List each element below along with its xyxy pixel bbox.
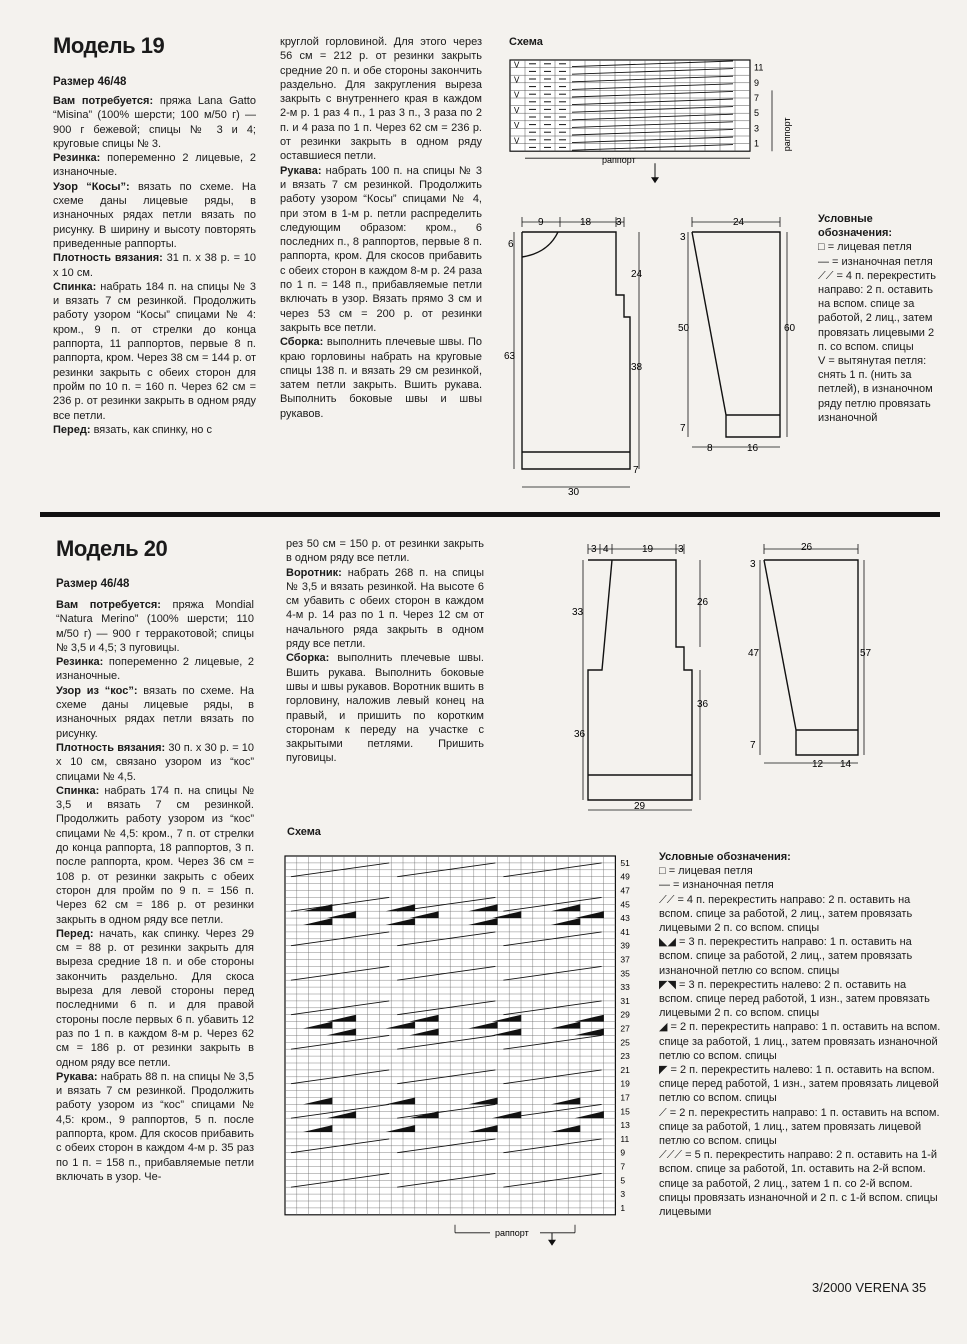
model20-sleeve-diagram [740,535,880,775]
m19-dim-e: 24 [631,269,643,280]
model20-legend [659,850,941,1219]
row-number: 1 [754,138,760,149]
m20-dim-g: 36 [697,699,709,710]
slip-stitch-mark: V [514,90,520,100]
row-number: 31 [620,995,630,1006]
row-number: 21 [620,1064,630,1075]
model19-legend [818,212,936,425]
model20-title: Модель 20 [56,536,168,561]
paragraph-text: круглой горловиной. Для этого через 56 см = 212 р. от резинки закрыть средние 20 п. и обе стороны закончить раздельно. Для закругления выреза закрыть с внутреннего края в каждом 2-м р. 1 раз 4 п., 1 раз 3 п., 3 раза по 2 п. и 4 раза по 1 п. Через 62 см = 236 р. от резинки закрыть в одном ряду оставшиеся петли. [280,36,482,163]
m19-sleeve-b: 60 [784,323,796,334]
legend-item: □ = лицевая петля [659,865,753,878]
row-number: 7 [754,93,760,103]
row-number: 19 [620,1078,630,1089]
m20-sleeve-c: 7 [750,740,756,751]
paragraph-text: попеременно 2 лицевые, 2 изнаночные. [53,152,256,179]
row-number: 41 [620,926,630,937]
row-number: 1 [620,1202,626,1213]
paragraph-text: 30 п. х 30 р. = 10 х 10 см, связано узором из “кос” спицами № 4,5. [56,741,254,783]
paragraph-heading: Вам потребуется: [56,599,161,611]
m20-dim-e: 33 [572,607,584,618]
row-number: 3 [754,123,760,134]
m20-dim-f: 26 [697,597,709,608]
row-number: 27 [620,1023,630,1034]
paragraph-text: вязать, как спинку, но с [90,423,212,436]
row-number: 13 [620,1120,630,1131]
paragraph-heading: Резинка: [56,656,104,669]
m20-dim-a: 3 [591,544,597,555]
row-number: 23 [620,1051,630,1062]
paragraph-text: выполнить плечевые швы. Вшить рукава. Выполнить боковые швы и швы рукавов. Воротник вшить в горловину, наложив левый конец на правый, и пришить по коротким сторонам к переду на участке с закрытыми петлями. Пришить пуговицы. [286,652,484,765]
m20-legend-title: Условные обозначения: [659,851,791,863]
paragraph-heading: Узор из “кос”: [56,684,138,697]
model19-column-2 [280,35,482,421]
m19-dim-c: 3 [616,217,622,228]
paragraph-heading: Сборка: [280,336,324,349]
m19-sleeve-c: 7 [680,423,686,434]
paragraph [53,423,256,437]
model19-sleeve-diagram [670,207,800,462]
paragraph-heading: Узор “Косы”: [53,180,130,193]
row-number: 37 [620,954,630,965]
paragraph-heading: Плотность вязания: [56,741,166,754]
row-number: 33 [620,982,630,993]
legend-item: — = изнаночная петля [659,879,774,892]
paragraph-heading: Плотность вязания: [53,252,163,265]
legend-item: V = вытянутая петля: снять 1 п. (нить за петлей), в изнаночном ряду петлю провязать изнаночной [818,355,933,424]
m19-dim-d: 6 [508,239,514,250]
paragraph-heading: Рукава: [280,164,322,177]
m19-sleeve-d: 8 [707,443,713,454]
row-number: 45 [620,899,630,910]
row-number: 11 [754,62,764,73]
model20-scheme-chart [283,852,643,1264]
paragraph-text: выполнить плечевые швы. По краю горловины набрать на круговые спицы 138 п. и вязать 29 см резинкой, затем петли закрыть. Вшить рукава. Выполнить боковые швы и швы рукавов. [280,336,482,420]
m19-sleeve-a: 50 [678,323,690,334]
m19-dim-g: 38 [631,362,643,373]
m20-sleeve-b: 57 [860,648,872,659]
m20-sleeve-a: 47 [748,648,760,659]
paragraph-text: попеременно 2 лицевые, 2 изнаночные. [56,656,254,683]
paragraph [53,151,256,180]
row-number: 11 [620,1133,630,1144]
paragraph-text: набрать 268 п. на спицы № 3,5 и вязать резинкой. На высоте 6 см убавить с обеих сторон в каждом 4-м р. 14 раз по 1 п. Через 12 см от начального ряда закрыть в одном ряду все петли. [286,566,484,651]
paragraph-heading: Перед: [56,927,94,940]
rapport-label-vertical: раппорт [782,117,792,152]
row-number: 25 [620,1037,630,1048]
paragraph [286,566,484,652]
paragraph [280,35,482,164]
paragraph-text: набрать 100 п. на спицы № 3 и вязать 7 см резинкой. Продолжить работу узором “Косы” спицами № 4, при этом в 1-м р. петли распределить следующим образом: кром., 6 последних п., 8 раппортов, первые 8 п. раппорта, кром. Для скосов прибавить с обеих сторон в каждом 8-м р. 24 раза по 1 п. = 148 п., прибавляемые петли включать в узор. Вязать прямо 3 см и через 53 см = 200 р. от резинки закрыть все петли. [280,164,482,334]
m19-dim-b: 18 [580,217,592,228]
m20-dim-c: 19 [642,544,654,555]
model20-column-2 [286,537,484,766]
paragraph-heading: Резинка: [53,152,101,165]
row-number: 39 [620,940,630,951]
paragraph [56,927,254,1070]
m20-sleeve-e: 14 [840,759,852,770]
model19-column-1 [53,94,256,437]
paragraph [53,251,256,280]
legend-item: ⟋⟋ = 4 п. перекрестить направо: 2 п. оставить на вспом. спице за работой, 2 лиц., затем провязать лицевыми 2 п. со вспом. спицы [659,893,913,935]
row-number: 17 [620,1092,630,1103]
m20-dim-b: 4 [603,544,609,555]
rapport-label: раппорт [602,155,636,166]
paragraph [56,598,254,655]
paragraph [56,784,254,927]
m19-legend-title: Условные обозначения: [818,213,893,240]
section-divider [40,512,940,517]
legend-item: ⟋⟋⟋ = 5 п. перекрестить направо: 2 п. оставить на 1-й вспом. спице за работой, 1п. оставить на 2-й вспом. спице за работой, 2 лиц., затем 1 п. со 2-й вспом. спицы провязать изнаночной и 2 п. с 1-й вспом. спицы лицевыми [659,1149,938,1219]
paragraph-text: набрать 184 п. на спицы № 3 и вязать 7 см резинкой. Продолжить работу узором “Косы” спицами № 4: кром., 9 п. от стрелки до конца раппорта, 11 раппортов, первые 8 п. раппорта, кром. Через 38 см = 144 р. от резинки закрыть с обеих сторон для пройм по 10 п. = 160 п. Через 62 см = 236 р. от резинки закрыть в одном ряду все петли. [53,280,256,422]
slip-stitch-mark: V [514,136,520,146]
row-number: 47 [620,885,630,896]
paragraph-text: пряжа Lana Gatto “Misina” (100% шерсти; 100 м/50 г) — 900 г бежевой; спицы № 3 и 4; круговые спицы № 3. [53,95,256,150]
arrow-head-icon [651,177,659,183]
m19-sleeve-top: 24 [733,217,745,228]
row-number: 43 [620,913,630,924]
slip-stitch-mark: V [514,75,520,85]
paragraph [286,537,484,566]
legend-item: ◤ = 2 п. перекрестить налево: 1 п. оставить на вспом. спице перед работой, 1 изн., затем провязать лицевой петлю со вспом. спицы [659,1064,939,1105]
model20-column-1 [56,598,254,1184]
row-number: 5 [754,108,760,119]
row-number: 7 [620,1161,626,1172]
slip-stitch-mark: V [514,60,520,70]
m20-sleeve-top: 26 [801,542,813,553]
row-number: 9 [754,77,760,88]
paragraph [53,94,256,151]
row-number: 51 [620,857,630,868]
model20-scheme-label: Схема [287,826,321,838]
slip-stitch-mark: V [514,105,520,115]
paragraph-heading: Спинка: [56,784,100,797]
rapport-label: раппорт [495,1227,529,1238]
paragraph [56,684,254,741]
model19-title: Модель 19 [53,33,165,58]
m20-sleeve-l: 3 [750,559,756,570]
arrow-head-icon [548,1240,556,1246]
paragraph-text: вязать по схеме. На схеме даны лицевые ряды, в изнаночных рядах петли вязать по рисунку. В ширину и высоту повторять приведенные раппорты. [53,180,256,250]
page-footer: 3/2000 VERENA 35 [812,1280,927,1295]
model19-scheme-chart [505,56,805,191]
legend-item: ◢ = 2 п. перекрестить направо: 1 п. оставить на вспом. спице за работой, 1 лиц., затем провязать изнаночной петлю со вспом. спицы [659,1021,941,1062]
paragraph-text: начать, как спинку. Через 29 см = 88 р. от резинки закрыть для выреза средние 18 п. и обе стороны закончить раздельно. Для скоса выреза для левой стороны перед последними 6 п. и для правой стороны после первых 6 п. убавить 12 раз по 1 п. в каждом 8-м р. Через 62 см = 186 р. от резинки закрыть в одном ряду все петли. [56,927,254,1069]
slip-stitch-mark: V [514,121,520,131]
paragraph-heading: Вам потребуется: [53,95,154,107]
paragraph [56,655,254,684]
m20-dim-h: 36 [574,729,586,740]
paragraph [280,164,482,336]
paragraph-text: набрать 174 п. на спицы № 3,5 и вязать 7 см резинкой. Продолжить работу узором из “кос” спицами № 4,5: кром., 7 п. от стрелки до конца раппорта, 18 раппортов, 3 п. после раппорта, кром. Через 36 см = 108 р. от резинки закрыть с обеих сторон для пройм по 9 п. = 156 п. Через 62 см = 186 р. от резинки закрыть в одном ряду все петли. [56,784,254,926]
row-number: 3 [620,1189,626,1200]
paragraph-heading: Перед: [53,423,91,436]
m19-dim-w: 30 [568,487,580,498]
paragraph-text: 31 п. х 38 р. = 10 х 10 см. [53,252,256,279]
legend-item: ⟋⟋ = 4 п. перекрестить направо: 2 п. оставить на вспом. спице за работой, 2 лиц., затем провязать лицевыми 2 п. со вспом. спицы [818,269,936,353]
paragraph-text: пряжа Mondial “Natura Merino” (100% шерсти; 110 м/50 г) — 900 г терракотовой; спицы № 3,5 и 4,5; 3 пуговицы. [56,599,254,654]
paragraph [53,280,256,423]
legend-item: ⟋ = 2 п. перекрестить направо: 1 п. оставить на вспом. спице за работой, 1 лиц., затем провязать лицевой петлю со вспом. спицы [659,1106,940,1148]
paragraph [56,1070,254,1184]
paragraph [56,741,254,784]
paragraph-heading: Воротник: [286,566,342,579]
m20-dim-d: 3 [678,544,684,555]
paragraph [280,335,482,421]
row-number: 29 [620,1009,630,1020]
paragraph-heading: Спинка: [53,280,97,293]
model20-body-diagram [560,535,730,815]
model19-scheme-label: Схема [509,36,543,48]
model19-size: Размер 46/48 [53,76,127,88]
m19-dim-h: 7 [633,465,639,476]
paragraph [53,180,256,251]
row-number: 15 [620,1106,630,1117]
legend-item: — = изнаночная петля [818,255,933,268]
legend-item: ◤◥ = 3 п. перекрестить налево: 2 п. оставить на вспом. спице перед работой, 1 изн., затем провязать лицевыми 2 п. со вспом. спицы [659,978,930,1020]
m19-sleeve-l: 3 [680,232,686,243]
paragraph [286,651,484,765]
row-number: 49 [620,871,630,882]
legend-item: ◣◢ = 3 п. перекрестить направо: 1 п. оставить на вспом. спице за работой, 2 лиц., затем провязать изнаночной петлю со вспом. спицы [659,936,913,977]
row-number: 9 [620,1147,626,1158]
m19-dim-a: 9 [538,217,544,228]
model20-size: Размер 46/48 [56,578,130,590]
paragraph-heading: Сборка: [286,652,330,665]
m19-dim-f: 63 [504,351,516,362]
paragraph-text: вязать по схеме. На схеме даны лицевые ряды, в изнаночных рядах петли вязать по рисунку. [56,684,254,740]
row-number: 35 [620,968,630,979]
m20-dim-w: 29 [634,801,646,812]
paragraph-text: набрать 88 п. на спицы № 3,5 и вязать 7 см резинкой. Продолжить работу узором из “кос” спицами № 4,5: кром., 9 раппортов, 5 п. после раппорта, кром. Для скосов прибавить с обеих сторон в каждом 4-м р. 35 раз по 1 п. = 158 п., прибавляемые петли включать в узор. Че- [56,1070,254,1183]
m19-sleeve-e: 16 [747,443,759,454]
legend-item: □ = лицевая петля [818,241,912,254]
m20-sleeve-d: 12 [812,759,824,770]
model19-body-diagram [500,207,660,502]
row-number: 5 [620,1175,626,1186]
paragraph-heading: Рукава: [56,1070,98,1083]
paragraph-text: рез 50 см = 150 р. от резинки закрыть в одном ряду все петли. [286,538,484,565]
